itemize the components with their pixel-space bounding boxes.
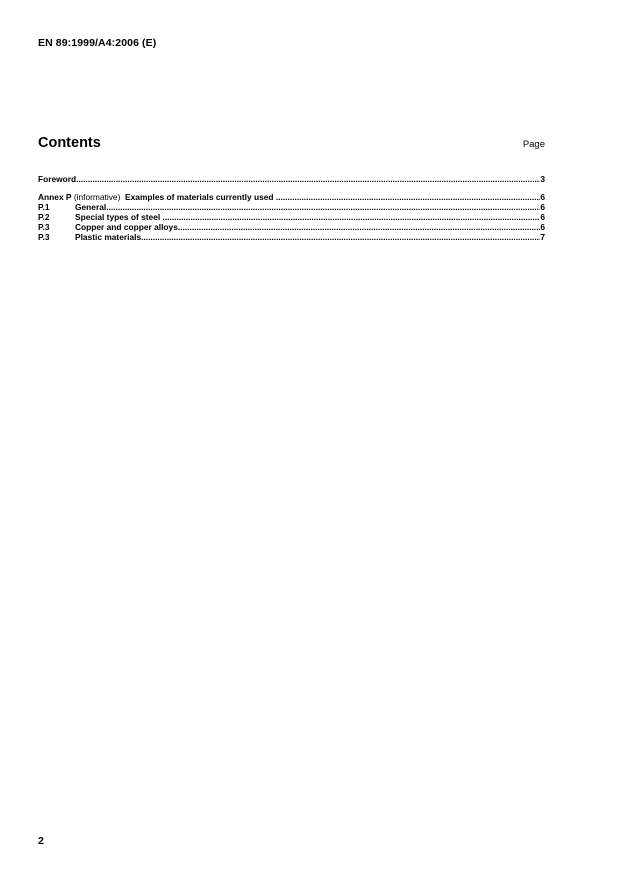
toc-leader-dots: [178, 222, 540, 232]
toc-entry-page: 6: [540, 212, 545, 222]
toc-entry-number: P.3: [38, 222, 50, 232]
toc-entry-title: General: [75, 202, 107, 212]
toc-entry-title: Copper and copper alloys: [75, 222, 178, 232]
toc-entry-page: 6: [540, 202, 545, 212]
toc-entry-title: Foreword: [38, 174, 77, 184]
toc-entry-p3-plastic[interactable]: [38, 232, 545, 242]
toc-leader-dots: [141, 232, 540, 242]
toc-entry-page: 3: [540, 174, 545, 184]
toc-entry-title: Special types of steel: [75, 212, 161, 222]
toc-entry-p2[interactable]: [38, 212, 545, 222]
toc-entry-page: 6: [540, 192, 545, 202]
toc-entry-number: P.1: [38, 202, 50, 212]
toc-leader-dots: [106, 202, 540, 212]
page-column-label: Page: [522, 139, 545, 150]
toc-entry-title: Examples of materials currently used: [125, 192, 274, 202]
document-code: EN 89:1999/A4:2006 (E): [38, 37, 157, 49]
toc-entry-foreword[interactable]: [38, 174, 545, 184]
toc-entry-p3-copper[interactable]: [38, 222, 545, 232]
toc-annex-prefix: Annex P: [38, 192, 72, 202]
toc-entry-page: 7: [540, 232, 545, 242]
toc-leader-dots: [163, 212, 541, 222]
toc-leader-dots: [76, 174, 540, 184]
page-number: 2: [38, 835, 44, 847]
toc-entry-title: Plastic materials: [75, 232, 142, 242]
toc-entry-number: P.2: [38, 212, 50, 222]
toc-entry-page: 6: [540, 222, 545, 232]
toc-annex-type: (informative): [73, 192, 121, 202]
table-of-contents: [38, 174, 545, 242]
contents-heading: Contents: [38, 135, 101, 151]
toc-leader-dots: [276, 192, 540, 202]
toc-entry-annex-p[interactable]: [38, 192, 545, 202]
toc-entry-p1[interactable]: [38, 202, 545, 212]
toc-entry-number: P.3: [38, 232, 50, 242]
